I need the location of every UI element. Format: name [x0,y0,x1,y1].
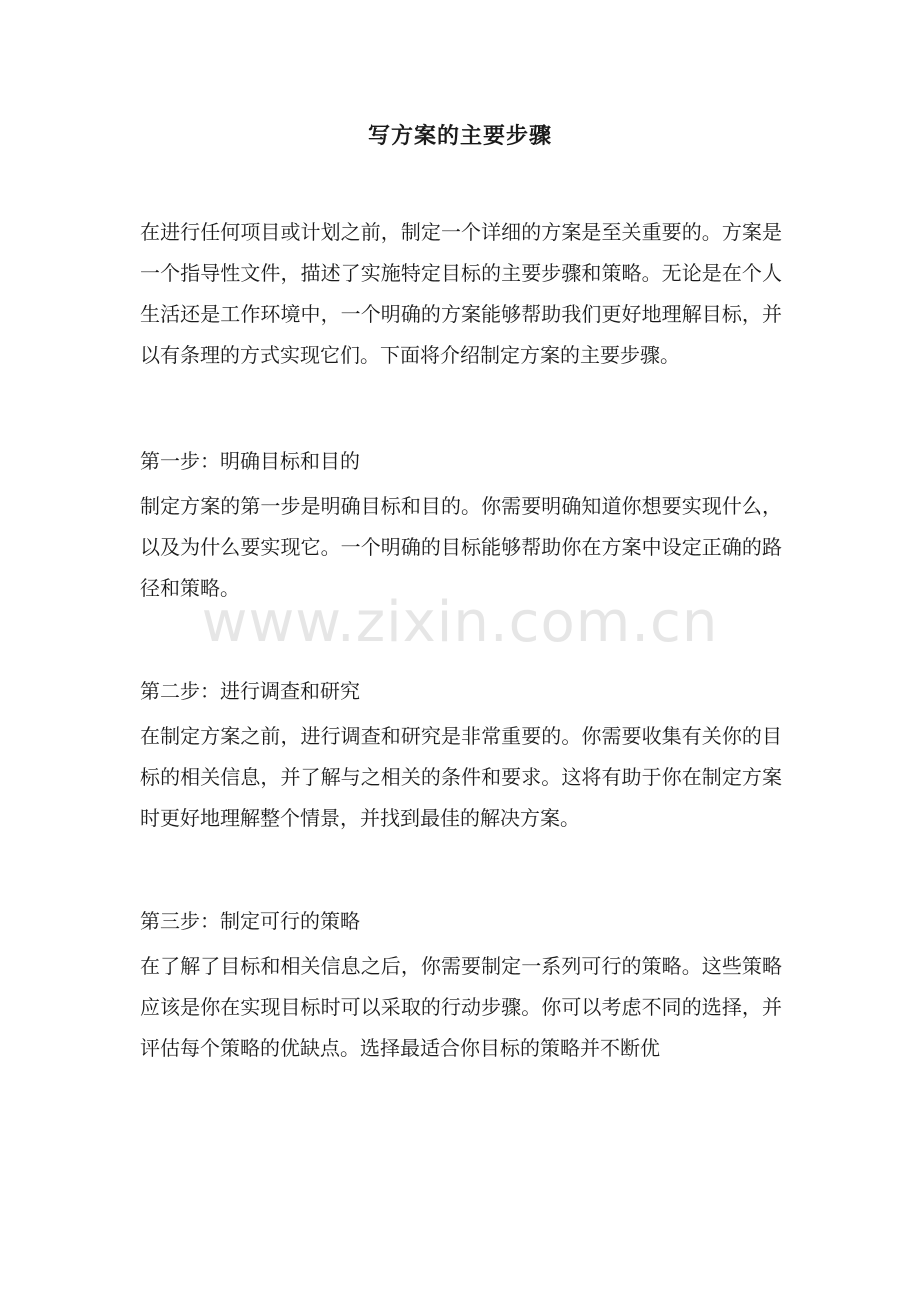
step-section-3 [140,901,782,1069]
watermark: www.zixin.com.cn [201,590,719,655]
intro-paragraph: 在进行任何项目或计划之前，制定一个详细的方案是至关重要的。方案是一个指导性文件，描述了实施特定目标的主要步骤和策略。无论是在个人生活还是工作环境中，一个明确的方案能够帮助我们更好地理解目标，并以有条理的方式实现它们。下面将介绍制定方案的主要步骤。 [140,220,782,367]
step-heading: 第二步：进行调查和研究 [140,679,360,703]
step-section-1 [140,441,782,609]
step-heading: 第一步：明确目标和目的 [140,449,360,473]
step-section-2 [140,671,782,839]
step-heading: 第三步：制定可行的策略 [140,909,360,933]
step-paragraph: 在制定方案之前，进行调查和研究是非常重要的。你需要收集有关你的目标的相关信息，并了解与之相关的条件和要求。这将有助于你在制定方案时更好地理解整个情景，并找到最佳的解决方案。 [140,724,782,830]
document-body [140,212,782,1069]
step-paragraph: 制定方案的第一步是明确目标和目的。你需要明确知道你想要实现什么，以及为什么要实现它。一个明确的目标能够帮助你在方案中设定正确的路径和策略。 [140,494,782,600]
document-title: 写方案的主要步骤 [367,123,552,149]
step-paragraph: 在了解了目标和相关信息之后，你需要制定一系列可行的策略。这些策略应该是你在实现目标时可以采取的行动步骤。你可以考虑不同的选择，并评估每个策略的优缺点。选择最适合你目标的策略并不断优 [140,954,782,1060]
